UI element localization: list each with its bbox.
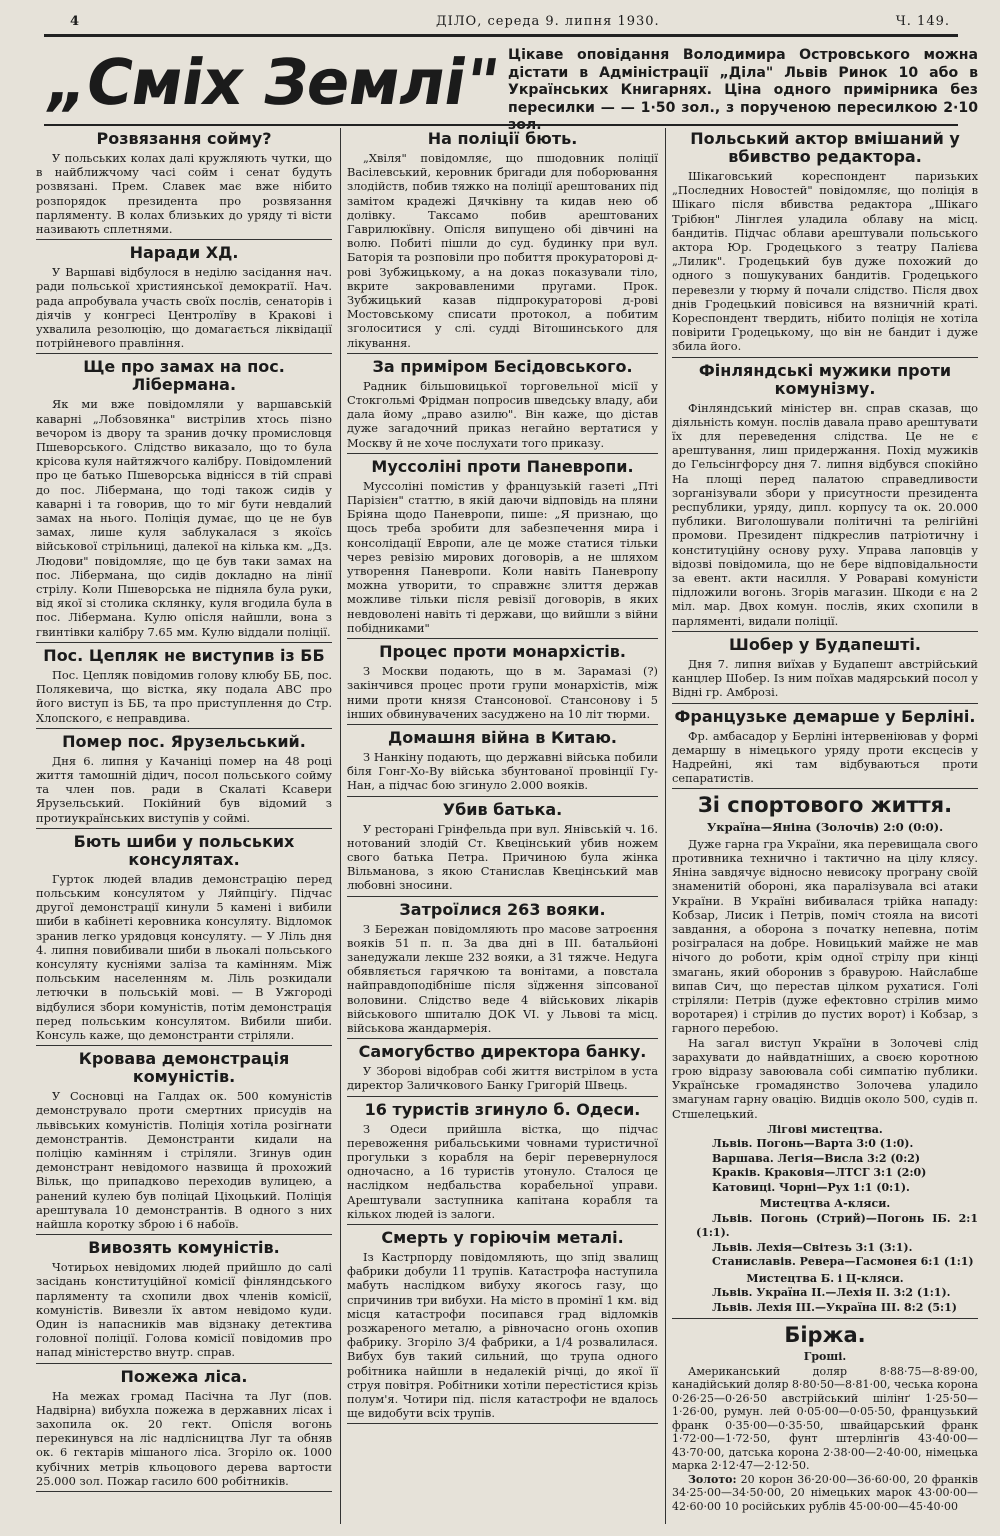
article: [36, 130, 332, 240]
league-results: [672, 1123, 978, 1316]
article-headline: Муссоліні проти Паневропи.: [371, 456, 634, 476]
gold-label: Золото:: [688, 1472, 737, 1486]
article-headline: Процес проти монархістів.: [379, 642, 626, 662]
article-paragraph: Фр. амбасадор у Берліні інтервеніював у формі демаршу в німецького уряду проти ексцесів у Надрейні, які там відбуваються проти сепаратистів.: [672, 728, 978, 786]
sport-paragraph: На загал виступ України в Золочеві слід зарахувати до найвдатніших, а своєю коротною грою відразу завоювала собі симпатію публики. Українське громадянство Золочева уладило змагунам гарну овацію. Видців около 500, судів п. Стшелецький.: [672, 1035, 978, 1121]
article-headline: На поліції бють.: [427, 129, 578, 148]
money-rates: Американський доляр 8·88·75—8·89·00, канадійський доляр 8·80·50—8·81·00, чеська корона 0·26·25—0·26·50 австрійський шілінґ 1·25·50—1·26·00, румун. лей 0·05·00—0·05·50, французький франк 0·35·00—0·35·50, швайцарський франк 1·72·00—1·72·50, фунт штерлінґів 43·40·00—43·70·00, датська корона 2·38·00—2·40·00, німецька марка 2·12·47—2·12·50.: [672, 1364, 978, 1473]
sport-paragraph: Дуже гарна гра України, яка перевищала свого противника технично і тактично на цілу клясу. Яніна завдячує відносно невисоку програну своїй знаменитій обороні, яка паралізувала всі атаки України. В Україні вибивалася трійка нападу: Кобзар, Лисик і Петрів, поміч стояла на висоті завдання, а оборона з початку непевна, потім розігралася на добре. Новицький майже не мав нічого до роботи, крім одної стрілу при кінці змагань, який оборонив з бравурою. Найслабше випав Сич, що перестав цілком рухатися. Голі стріляли: Петрів (дуже ефектовно стрілив мимо воротарея) і стрілив до пустих ворот) і Кобзар, з гарного перебою.: [672, 836, 978, 1036]
column-1: [36, 128, 332, 1524]
article: [672, 130, 978, 358]
article-paragraph: Муссоліні помістив у французькій газеті „Пті Парізієн" статтю, в якій даючи відповідь на пляни Бріяна щодо Паневропи, пише: „Я признаю, що щось треба зробити для забезпечення мира і консолідації Европи, але це може статися тільки через ревізію мирових договорів, а не шляхом утворення Паневропи. Коли навіть Паневропу можна утворити, то справжнє злиття держав можливе тільки після ревізії договорів, в яких невдоволені навіть ті держави, що вийшли з війни побідниками": [347, 478, 658, 635]
article-headline: Убив батька.: [442, 799, 563, 819]
article: [672, 708, 978, 790]
article-paragraph: Дня 6. липня у Качаніці помер на 48 році життя тамошній дідич, посол польського сойму та член пов. ради в Скалаті Ксавери Ярузельський. Покійний був відомий з протиукраїнських виступів у соймі.: [36, 753, 332, 825]
article: [36, 358, 332, 642]
article-headline: Домашня війна в Китаю.: [388, 727, 617, 747]
sport-match-result: Україна—Яніна (Золочів) 2:0 (0:0).: [706, 820, 944, 835]
article: [347, 358, 658, 454]
article-paragraph: Із Кастрпорду повідомляють, що зпід звалищ фабрики добули 11 трупів. Катастрофа наступила мабуть наслідком вибуху якогось газу, що спричинив три вибухи. На місто в промінї 1 км. від місця катастрофи посипався град відломків розжареного металю, а рівночасно огонь охопив фабрику. Згоріло 3/4 фабрики, а 1/4 розвалилася. Вибух був такий сильний, що трупа одного робітника найшли в недалекій річці, до якої її струя повітря. Робітники хотіли перестістися крізь полум'я. Чотири під. після катастрофи не вдалось ще видобути всіх трупів.: [347, 1249, 658, 1421]
article-headline: За приміром Бесідовського.: [372, 356, 633, 376]
article: [347, 1043, 658, 1096]
book-ad-title: „Сміх Землі": [40, 46, 503, 119]
article-headline: Шобер у Будапешті.: [729, 634, 921, 654]
article: [347, 458, 658, 639]
article-headline: Затроїлися 263 вояки.: [399, 899, 606, 919]
article: [672, 362, 978, 632]
article-paragraph: Радник більшовицької торговельної місії у Стокгольмі Фрідман попросив шведську владу, аби дала йому „право азилю". Він каже, що дістав дуже загадочний приказ негайно вертатися у Москву й не хоче послухати того приказу.: [347, 378, 658, 450]
article: [36, 833, 332, 1046]
exchange-title: Біржа.: [784, 1323, 866, 1348]
column-divider-1: [340, 128, 341, 1524]
gold-rates: [672, 1473, 978, 1514]
article-paragraph: „Хвіля" повідомляє, що пшодовник поліції Васілевський, керовник бригади для поборювання злодійств, побив тяжко на поліції арештованих під замітом крадежі Дячківну та кидав нею об долівку. Таксамо побив арештованих Гаврилюкївну. Опісля випущено обі дівчині на волю. Побиті пішли до суд. будинку при вул. Баторія та розповіли про побиття прокураторові д-рові Зубжицькому, а на доказ показували тіло, вкрите закровавленими пругами. Прок. Зубжицький казав підпрокураторові д-рові Мостовському списати протокол, а побитим зголоситися у слі. судді Вітошинського для лікування.: [347, 151, 658, 350]
masthead-date: ДІЛО, середа 9. липня 1930.: [436, 14, 660, 29]
article-paragraph: У Зборові відобрав собі життя вистрілом в уста директор Заличкового Банку Григорій Швець.: [347, 1064, 658, 1093]
article-headline: Бють шиби у польських консулятах.: [73, 831, 295, 869]
league-heading: Лігові мистецтва.: [767, 1122, 883, 1136]
column-divider-2: [665, 128, 666, 1524]
article-headline: Ще про замах на пос. Лібермана.: [83, 357, 285, 395]
article-headline: Кровава демонстрація комуністів.: [78, 1049, 290, 1087]
article-paragraph: Пос. Цепляк повідомив голову клюбу ББ, пос. Полякевича, що вістка, яку подала АВС про його виступ із ББ, та про приступлення до Стр. Хлопского, є неправдива.: [36, 667, 332, 725]
article: [347, 1101, 658, 1225]
article-headline: Наради ХД.: [129, 243, 239, 263]
article-headline: Смерть у горіючім металі.: [381, 1227, 624, 1247]
article-headline: Польський актор вмішаний у вбивство редактора.: [690, 129, 960, 166]
article: [36, 244, 332, 354]
article-paragraph: З Москви подають, що в м. Зарамазі (?) закінчився процес проти групи монархістів, між ними проти князя Стансонової. Стансонову і 5 інших обвинувачених засуджено на 10 літ тюрми.: [347, 664, 658, 721]
article-paragraph: З Нанкіну подають, що державні війська побили біля Гонг-Хо-Ву війська збунтованої провінції Гу-Нан, а підчас бою згинуло 2.000 вояків.: [347, 749, 658, 793]
article-paragraph: На межах громад Пасічна та Луг (пов. Надвірна) вибухла пожежа в державних лісах і захопила ок. 20 гект. Опісля вогонь перекинувся на ліс надлісництва Луг та обняв ок. 6 гектарів мішаного ліса. Згоріло ок. 1000 кубічних метрів кльоцового дерева вартости 25.000 зол. Пожар гасило 600 робітників.: [36, 1388, 332, 1488]
article-paragraph: У Сосновці на Галдах ок. 500 комуністів демонструвало проти смертних присудів на львівських комуністів. Поліція хотіла розігнати демонстрантів. Демонстранти кидали на поліцію камінням і стріляли. Згинув один демонстрант невідомого назвища й прохожий Вільк, що припадково переходив вулицею, а ранений кулею був поліцай Ціхоцький. Поліція арештувала 10 демонстрантів. В одного з них найшла коротку зброю і 6 набоїв.: [36, 1089, 332, 1231]
match-result: Львів. Україна ІІ.—Лехія ІІ. 3:2 (1:1).: [712, 1286, 951, 1300]
match-result: Станиславів. Ревера—Гасмонея 6:1 (1:1): [712, 1255, 974, 1269]
article-headline: Самогубство директора банку.: [358, 1042, 647, 1062]
match-result: Краків. Краковія—ЛТСГ 3:1 (2:0): [712, 1166, 927, 1180]
league-heading: Мистецтва А-кляси.: [759, 1197, 891, 1211]
article-headline: Помер пос. Ярузельський.: [62, 731, 306, 751]
book-ad-text: Цікаве оповідання Володимира Островського можна дістати в Адміністрації „Діла" Львів Ринок 10 або в Українських Книгарнях. Ціна одного примірника без пересилки — — 1·50 зол., з порученою пересилкою 2·10 зол. — —: [508, 47, 978, 133]
article-paragraph: Фінляндський міністер вн. справ сказав, що діяльність комун. послів давала право арештувати їх для переведення слідства. Це не є арештування, лиш придержання. Похід мужиків до Гельсінгфорсу дня 7. липня відбувся спокійно На площі перед палатою справедливости зорганізували збори у присутности президента республики, уряду, дипл. корпусу та ок. 20.000 публики. Виголошували політичні та релігійні промови. Президент підкреслив патріотичну і конституційну основу руху. Управа лаповців у відозві повідомила, що не бере відповідальности за евент. акти насилля. У Ровараві комуністи підложили вогонь. Згорів магазин. Шкоди є на 2 міл. мар. Двох комун. послів, яких схопили в парляменті, видали поліції.: [672, 400, 978, 628]
article-paragraph: Дня 7. липня виїхав у Будапешт австрійський канцлер Шобер. Із ним поїхав мадярський посол у Відні гр. Амброзі.: [672, 656, 978, 700]
article: [36, 1368, 332, 1492]
match-result: Львів. Погонь—Варта 3:0 (1:0).: [712, 1137, 914, 1151]
header-rule: [44, 34, 958, 37]
league-heading: Мистецтва Б. і Ц-кляси.: [746, 1271, 904, 1285]
money-label: Гроші.: [803, 1350, 847, 1364]
article-paragraph: Гурток людей владив демонстрацію перед польським консулятом у Ляйпціґу. Підчас другої демонстрації кинули 5 камені і вибили шиби в кабінеті керовника консуляту. Відломок зранив легко урядовця консуляту. — У Ліль дня 4. липня повибивали шиби в льокалі польського консуляту кусніями заліза та камінням. Між польським населенням м. Ліль розкидали летючки в польській мові. — В Ужгороді відбулися збори комуністів, потім демонстрація перед польським консулятом. Вибили шиби. Консуль каже, що демонстранти стріляли.: [36, 871, 332, 1042]
article-headline: Розвязання сойму?: [96, 129, 272, 148]
column-3-articles: [672, 130, 978, 789]
article: [347, 130, 658, 354]
match-result: Катовиці. Чорні—Рух 1:1 (0:1).: [712, 1180, 910, 1194]
article-paragraph: З Бережан повідомляють про масове затроєння вояків 51 п. п. За два дні в ІІІ. батальйоні занедужали лекше 232 вояки, а 31 тяжче. Недуга обявляється гарячкою та вонітами, а повстала найправдоподібніше після зїдження зіпсованої воловини. Слідство веде 4 військових лікарів військового шпиталю ДОК VI. у Львові та місц. військова жандармерія.: [347, 921, 658, 1035]
article-paragraph: У Варшаві відбулося в неділю засідання нач. ради польської християнської демократії. Нач. рада апробувала участь своїх послів, сенаторів і діячів у конгресі Центролїву в Кракові і ухвалила резолюцію, що домагається ліквідації потрійневого правління.: [36, 265, 332, 351]
column-2: [347, 128, 658, 1524]
ad-rule: [44, 124, 958, 126]
article: [36, 1239, 332, 1363]
article-paragraph: Шікаговський кореспондент паризьких „Последних Новостей" повідомляє, що поліція в Шікаго після вбивства редактора „Шікаго Трібюн" Лінглея уладила облаву на місц. бандитів. Підчас облави арештували польського актора Юр. Гродецького з театру Палієва „Лилик". Гродецький був дуже похожий до одного з пошукуваних бандитів. Гродецького перевезли у тюрму й почали слідство. Після двох днів Гродецький повісився на вязничній краті. Кореспондент твердить, нібито поліція не хотіла повірити Гродецькому, що він не бандит і дуже збила його.: [672, 169, 978, 354]
article-headline: Вивозять комуністів.: [88, 1238, 280, 1258]
article-headline: Французьке демарше у Берліні.: [674, 706, 976, 726]
article-headline: Фінляндські мужики проти комунізму.: [698, 360, 952, 398]
article: [36, 647, 332, 729]
article-paragraph: З Одеси прийшла вістка, що підчас перевоження рибальськими човнами туристичної прогульки з корабля на беріг перевернулося одночасно, а 16 туристів утонуло. Сталося це наслідком недбальства корабельної управи. Арештували заступника капітана корабля та кількох людей із залоги.: [347, 1121, 658, 1221]
exchange-article: [672, 1323, 978, 1516]
article-headline: 16 туристів згинуло б. Одеси.: [364, 1099, 641, 1119]
sport-article: [672, 793, 978, 1319]
article: [347, 901, 658, 1040]
article-paragraph: У ресторані Грінфельда при вул. Янівській ч. 16. нотований злодій Ст. Квецінський убив ножем свого батька Петра. Причиною була жінка Вільманова, з якою Станислав Квецінський мав любовні зносини.: [347, 821, 658, 893]
article-paragraph: Як ми вже повідомляли у варшавській каварні „Лобзовянка" вистрілив хтось пізно вечором із двору та зранив дочку промисловця Пшеворського. Слідство виказало, що то була крісова куля найтяжчого калібру. Повідомлений про це батько Пшеворська віднісся в тій справі до пос. Лібермана, що тоді також сидів у каварні і та говорив, що то міг бути невдалий замах на нього. Поліція думає, що це не був замах, лише куля заблукалася з якоїсь військової стрільниці, далекої на кілька км. „Дз. Людови" повідомляє, що це був таки замах на пос. Лібермана, що сидів докладно на лінії стрілу. Коли Пшеворська не підняла була руки, від якої зі столика склянку, куля вгодила була в пос. Лібермана. Кулю опісля найшли, вона з гвинтівки калібру 7.65 мм. Кулю віддали поліції.: [36, 397, 332, 639]
article: [347, 801, 658, 897]
match-result: Львів. Лехія—Світезь 3:1 (3:1).: [712, 1240, 913, 1254]
sport-title: Зі спортового життя.: [697, 793, 953, 818]
page-number: 4: [70, 14, 81, 29]
page-header: [44, 10, 958, 32]
article-paragraph: Чотирьох невідомих людей прийшло до салі засідань конституційної комісії фінляндського парляменту та схопили двох членів комісії, комуністів. Вивезли їх автом невідомо куди. Один із напасників мав відзнаку детектива головної поліції. Голова комісії повідомив про напад міністерство внутр. справ.: [36, 1260, 332, 1360]
column-3: [672, 128, 978, 1524]
match-result: Варшава. Легія—Висла 3:2 (0:2): [712, 1151, 921, 1165]
article: [347, 643, 658, 725]
article: [347, 729, 658, 797]
article-headline: Пос. Цепляк не виступив із ББ: [43, 645, 325, 665]
article-headline: Пожежа ліса.: [120, 1366, 248, 1386]
gold-values: 20 корон 36·20·00—36·60·00, 20 франків 34·25·00—34·50·00, 20 німецьких марок 43·00·00—42·60·00 10 російських рублів 45·00·00—45·40·00: [672, 1472, 978, 1513]
article: [36, 733, 332, 829]
match-result: Львів. Погонь (Стрий)—Погонь ІБ. 2:1 (1:1).: [696, 1211, 978, 1240]
article: [347, 1229, 658, 1424]
article-paragraph: У польських колах далі кружляють чутки, що в найближчому часі сойм і сенат будуть розвязані. Прем. Славек має вже нібито розпорядок президента про розвязання парляменту. В колах близьких до уряду ті вісти називають сплетнями.: [36, 151, 332, 237]
match-result: Львів. Лехія ІІІ.—Україна ІІІ. 8:2 (5:1): [712, 1300, 957, 1314]
article: [36, 1050, 332, 1235]
article: [672, 636, 978, 704]
issue-number: Ч. 149.: [895, 14, 950, 29]
